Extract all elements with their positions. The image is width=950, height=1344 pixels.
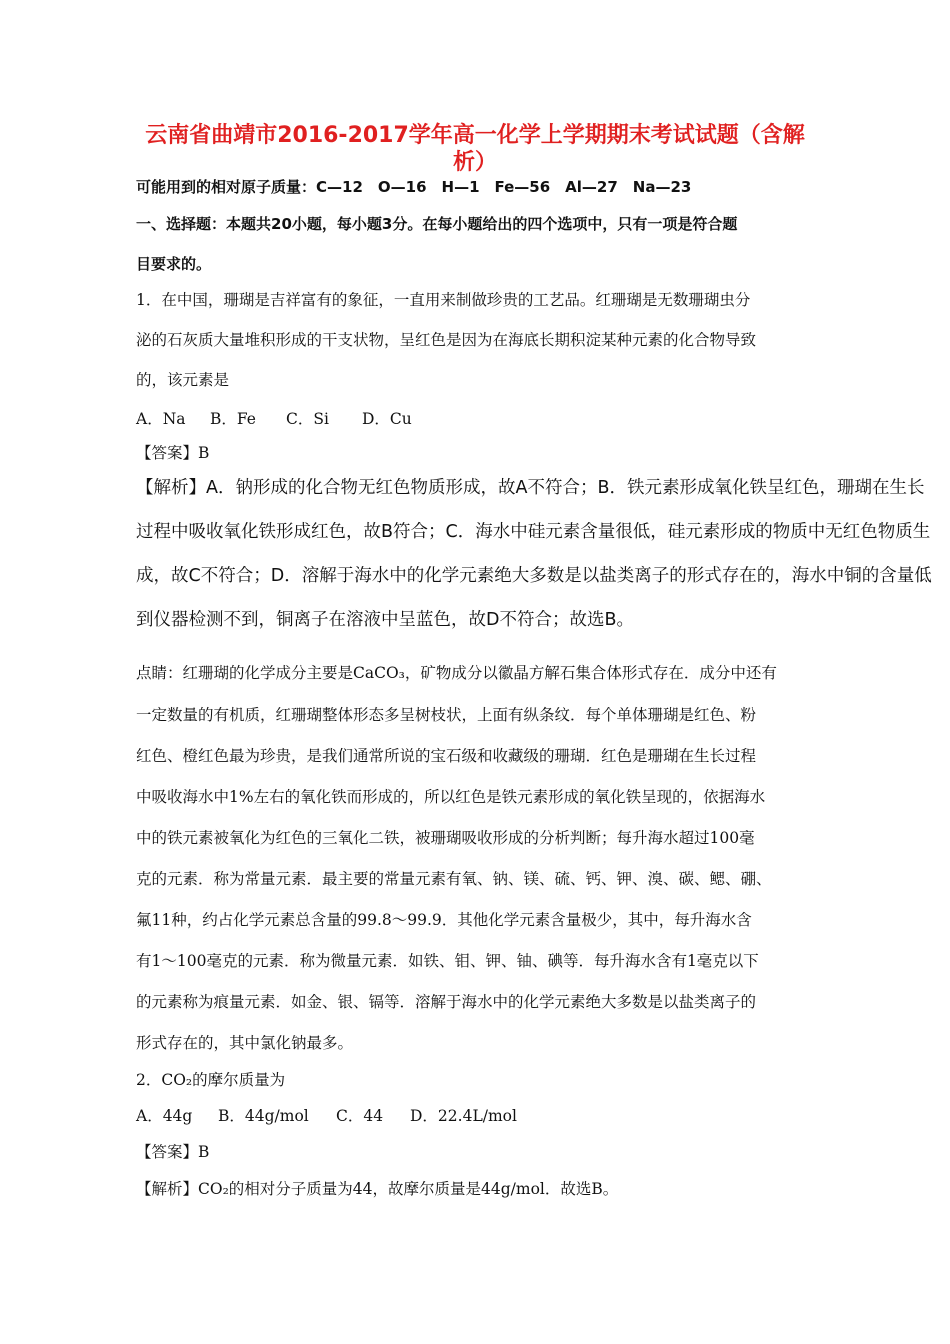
document-title-line-1: 云南省曲靖市2016-2017学年高一化学上学期期末考试试题（含解 xyxy=(145,123,805,148)
q1-note-line-1: 点睛：红珊瑚的化学成分主要是CaCO₃，矿物成分以徽晶方解石集合体形式存在．成分中还有 xyxy=(136,664,777,682)
q1-note-line-8: 有1～100毫克的元素．称为微量元素．如铁、钼、钾、铀、碘等．每升海水含有1毫克以下 xyxy=(136,952,759,970)
q2-option-a: A．44g xyxy=(136,1107,193,1125)
q1-analysis-line-1: 【解析】A．钠形成的化合物无红色物质形成，故A不符合；B．铁元素形成氧化铁呈红色，珊瑚在生长 xyxy=(136,478,925,498)
q1-note-line-5: 中的铁元素被氧化为红色的三氧化二铁，被珊瑚吸收形成的分析判断；每升海水超过100毫 xyxy=(136,829,755,847)
q2-option-b: B．44g/mol xyxy=(218,1107,309,1125)
q1-options xyxy=(136,408,412,430)
q1-note-line-10: 形式存在的，其中氯化钠最多。 xyxy=(136,1034,354,1052)
q1-stem-line-2: 泌的石灰质大量堆积形成的干支状物，呈红色是因为在海底长期积淀某种元素的化合物导致 xyxy=(136,331,757,349)
q2-options xyxy=(136,1105,517,1127)
q2-stem: 2．CO₂的摩尔质量为 xyxy=(136,1071,286,1089)
q1-analysis-line-2: 过程中吸收氧化铁形成红色，故B符合；C．海水中硅元素含量很低，硅元素形成的物质中无红色物质生 xyxy=(136,522,931,542)
q1-analysis-line-3: 成，故C不符合；D．溶解于海水中的化学元素绝大多数是以盐类离子的形式存在的，海水中铜的含量低 xyxy=(136,566,932,586)
q1-note-line-4: 中吸收海水中1%左右的氧化铁而形成的，所以红色是铁元素形成的氧化铁呈现的，依据海水 xyxy=(136,788,766,806)
q1-answer: 【答案】B xyxy=(136,444,210,462)
q1-option-b: B．Fe xyxy=(210,410,256,428)
q2-option-d: D．22.4L/mol xyxy=(410,1107,517,1125)
q2-analysis: 【解析】CO₂的相对分子质量为44，故摩尔质量是44g/mol．故选B。 xyxy=(136,1180,619,1198)
q1-option-a: A．Na xyxy=(136,410,186,428)
q2-answer: 【答案】B xyxy=(136,1143,210,1161)
q1-option-d: D．Cu xyxy=(362,410,412,428)
document-title-line-2: 析） xyxy=(452,150,497,175)
q1-note-line-7: 氟11种，约占化学元素总含量的99.8～99.9．其他化学元素含量极少，其中，每升海水含 xyxy=(136,911,752,929)
section-heading-line-2: 目要求的。 xyxy=(136,255,212,273)
q1-analysis-line-4: 到仪器检测不到，铜离子在溶液中呈蓝色，故D不符合；故选B。 xyxy=(136,610,634,630)
q1-note-line-6: 克的元素．称为常量元素．最主要的常量元素有氧、钠、镁、硫、钙、钾、溴、碳、鳃、硼、 xyxy=(136,870,772,888)
q2-option-c: C．44 xyxy=(336,1107,384,1125)
q1-note-line-9: 的元素称为痕量元素．如金、银、镉等．溶解于海水中的化学元素绝大多数是以盐类离子的 xyxy=(136,993,757,1011)
q1-note-line-3: 红色、橙红色最为珍贵，是我们通常所说的宝石级和收藏级的珊瑚．红色是珊瑚在生长过程 xyxy=(136,747,757,765)
q1-stem-line-3: 的，该元素是 xyxy=(136,371,230,389)
q1-note-line-2: 一定数量的有机质，红珊瑚整体形态多呈树枝状，上面有纵条纹．每个单体珊瑚是红色、粉 xyxy=(136,706,757,724)
q1-option-c: C．Si xyxy=(286,410,329,428)
section-heading-line-1: 一、选择题：本题共20小题，每小题3分。在每小题给出的四个选项中，只有一项是符合题 xyxy=(136,215,738,233)
atomic-masses: 可能用到的相对原子质量：C—12 O—16 H—1 Fe—56 Al—27 Na—23 xyxy=(136,178,692,196)
q1-stem-line-1: 1．在中国，珊瑚是吉祥富有的象征，一直用来制做珍贵的工艺品。红珊瑚是无数珊瑚虫分 xyxy=(136,291,751,309)
